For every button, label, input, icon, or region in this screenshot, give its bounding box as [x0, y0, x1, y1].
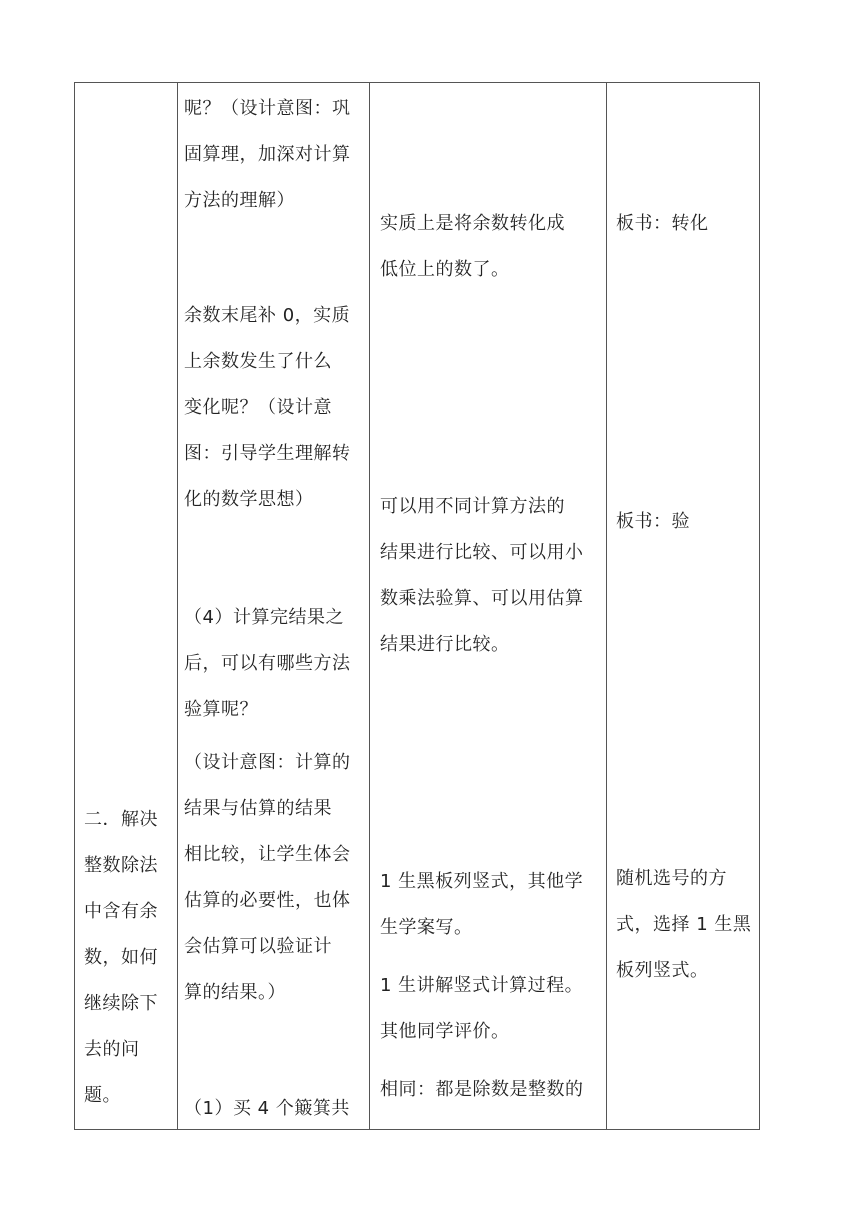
text-line: 可以用不同计算方法的	[380, 496, 565, 517]
text-line: 板书：验	[616, 511, 690, 532]
text-line: 实质上是将余数转化成	[380, 213, 565, 234]
text-line: 化的数学思想）	[184, 489, 314, 510]
text-line: 去的问	[84, 1039, 140, 1060]
text-line: 整数除法	[84, 855, 158, 876]
text-line: 方法的理解）	[184, 190, 295, 211]
text-line: 中含有余	[84, 901, 158, 922]
column-divider	[606, 83, 607, 1129]
text-line: 固算理，加深对计算	[184, 144, 351, 165]
text-line: 板书：转化	[616, 213, 709, 234]
text-line: 变化呢？（设计意	[184, 397, 332, 418]
text-line: 低位上的数了。	[380, 259, 510, 280]
text-line: 其他同学评价。	[380, 1021, 510, 1042]
text-line: 1 生讲解竖式计算过程。	[380, 975, 584, 996]
text-line: 后，可以有哪些方法	[184, 653, 351, 674]
text-line: 上余数发生了什么	[184, 351, 332, 372]
text-line: 二．解决	[84, 809, 158, 830]
text-line: （4）计算完结果之	[184, 607, 344, 628]
text-line: （1）买 4 个簸箕共	[184, 1098, 350, 1119]
text-line: 验算呢？	[184, 699, 258, 720]
text-line: 数乘法验算、可以用估算	[380, 588, 584, 609]
text-line: 图：引导学生理解转	[184, 443, 351, 464]
text-line: 生学案写。	[380, 917, 473, 938]
text-line: 相同：都是除数是整数的	[380, 1079, 584, 1100]
text-line: 余数末尾补 0，实质	[184, 305, 351, 326]
column-divider	[369, 83, 370, 1129]
text-line: 随机选号的方	[616, 868, 727, 889]
column-divider	[177, 83, 178, 1129]
text-line: （设计意图：计算的	[184, 752, 351, 773]
text-line: 板列竖式。	[616, 960, 709, 981]
text-line: 呢？（设计意图：巩	[184, 98, 351, 119]
text-line: 数，如何	[84, 947, 158, 968]
text-line: 算的结果。）	[184, 982, 286, 1003]
text-line: 式，选择 1 生黑	[616, 914, 752, 935]
text-line: 相比较，让学生体会	[184, 844, 351, 865]
text-line: 结果进行比较、可以用小	[380, 542, 584, 563]
text-line: 结果与估算的结果	[184, 798, 332, 819]
text-line: 估算的必要性，也体	[184, 890, 351, 911]
text-line: 1 生黑板列竖式，其他学	[380, 871, 584, 892]
text-line: 会估算可以验证计	[184, 936, 332, 957]
text-line: 继续除下	[84, 993, 158, 1014]
text-line: 结果进行比较。	[380, 634, 510, 655]
text-line: 题。	[84, 1085, 121, 1106]
